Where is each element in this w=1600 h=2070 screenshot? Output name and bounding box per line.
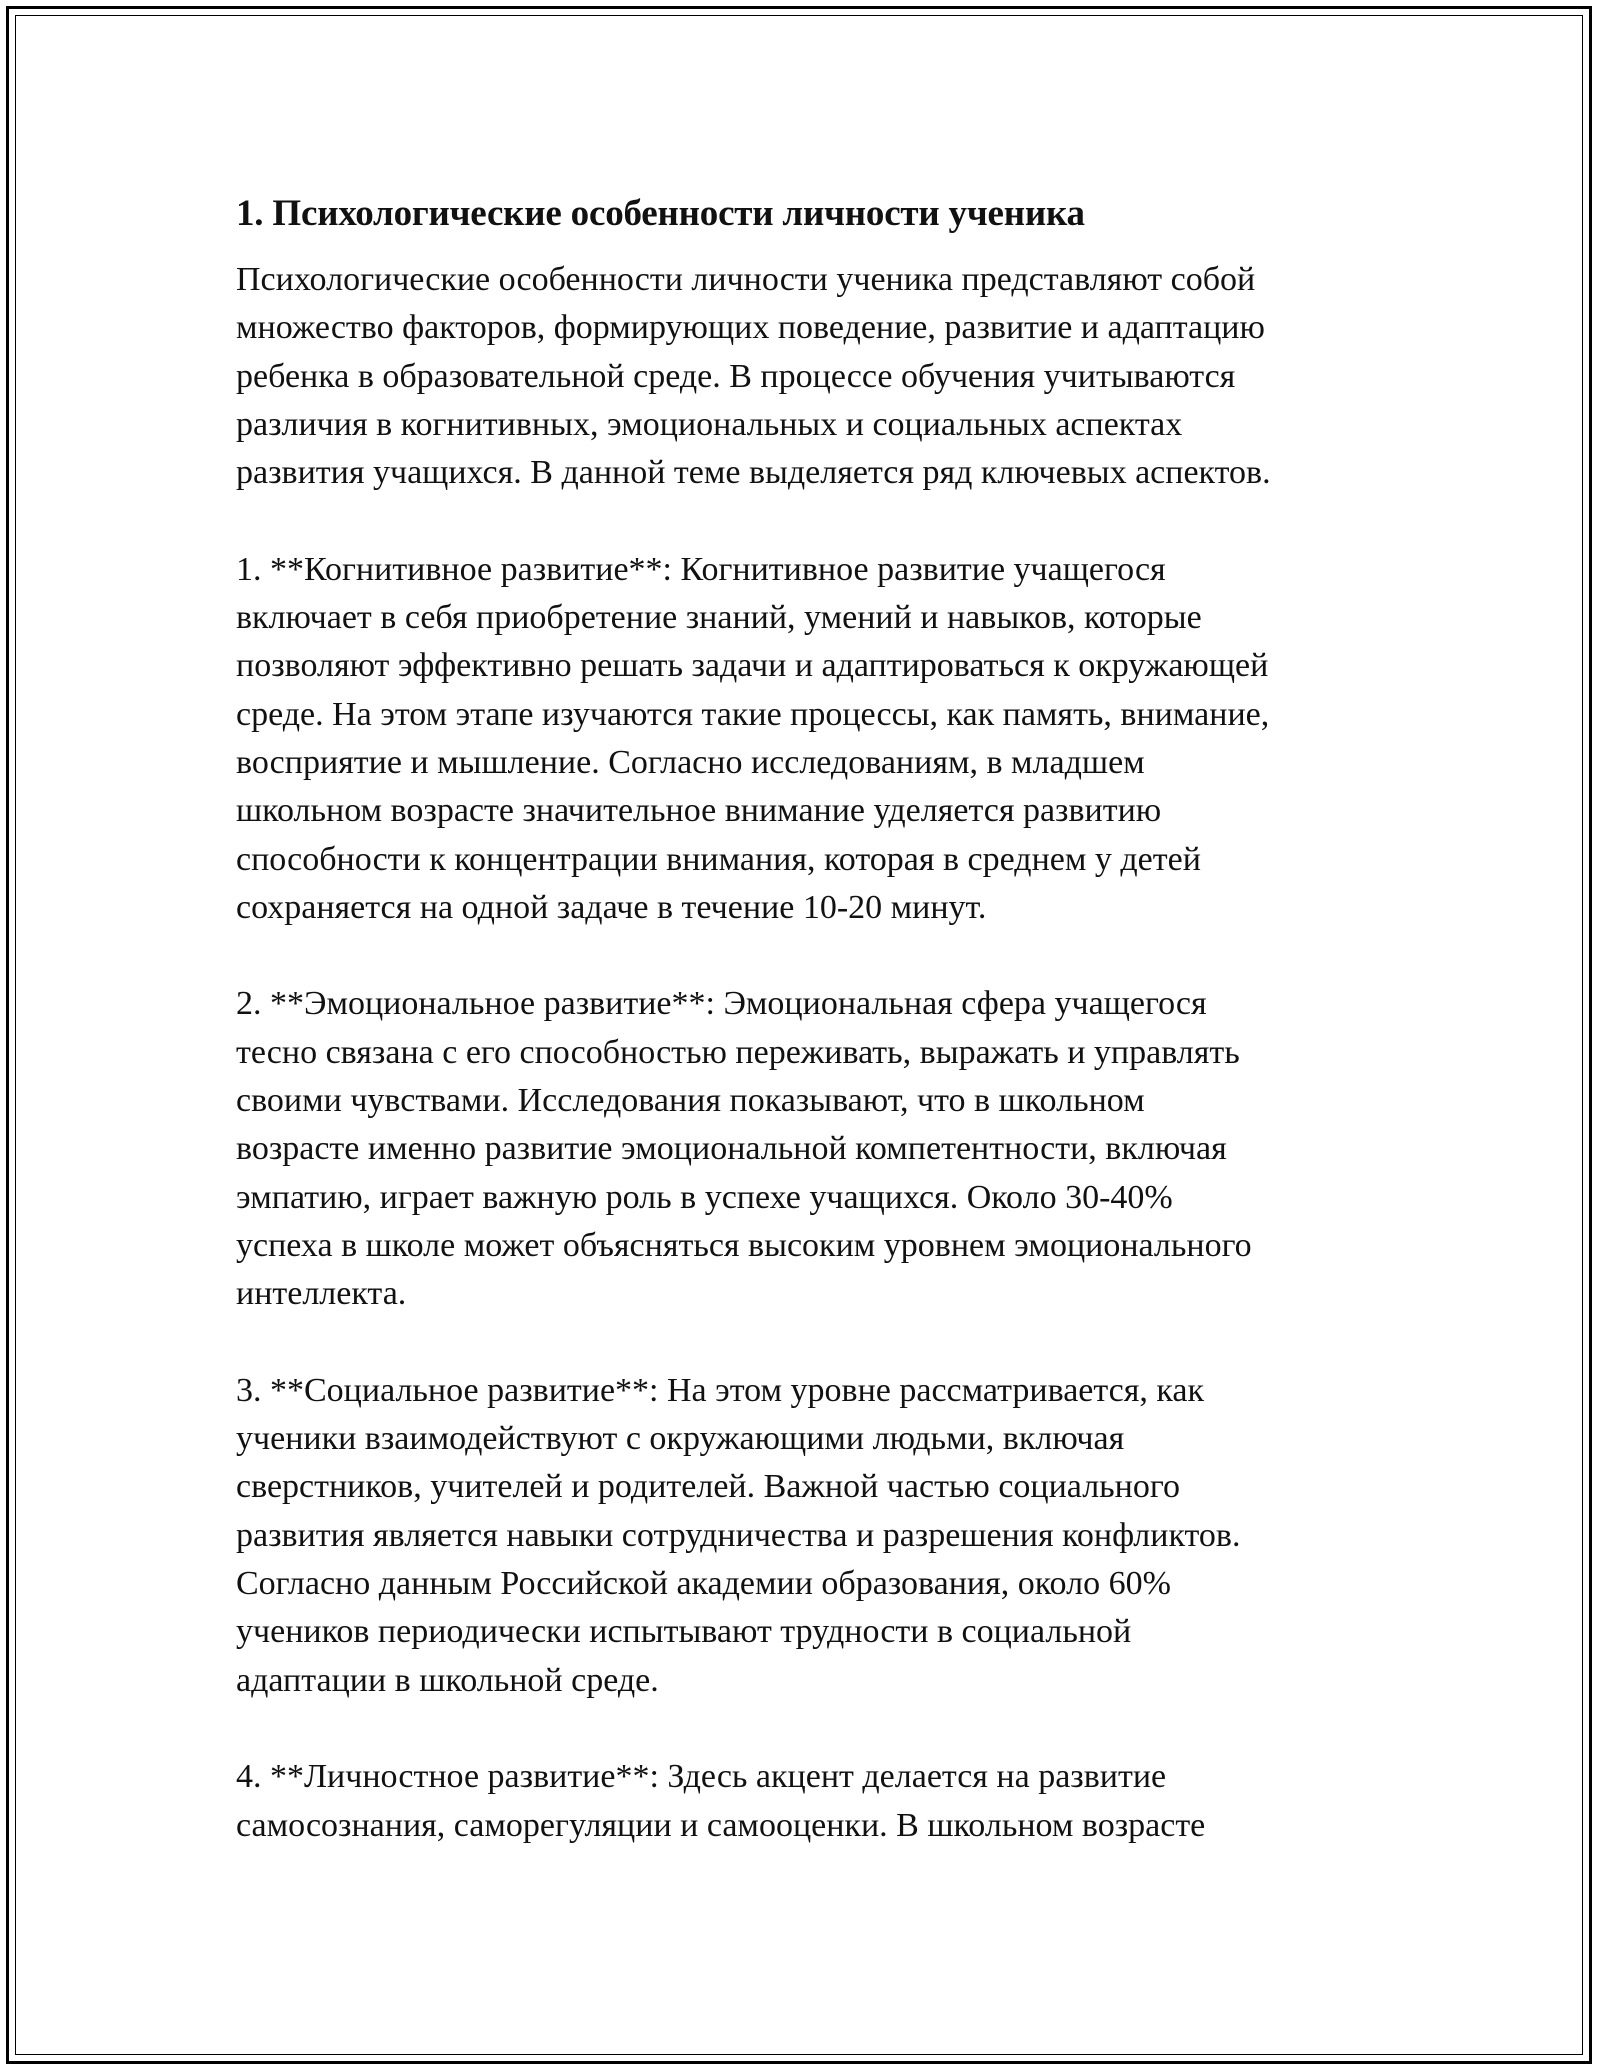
emotional-development-paragraph: 2. **Эмоциональное развитие**: Эмоциональная сфера учащегося тесно связана с его способностью переживать, выражать и управлять своими чувствами. Исследования показывают, что в школьном возрасте именно развитие эмоциональной компетентности, включая эмпатию, играет важную роль в успехе учащихся. Около 30-40% успеха в школе может объясняться высоким уровнем эмоционального интеллекта. bbox=[236, 985, 1252, 1313]
document-page bbox=[236, 186, 1366, 1850]
intro-paragraph: Психологические особенности личности ученика представляют собой множество факторов, формирующих поведение, развитие и адаптацию ребенка в образовательной среде. В процессе обучения учитываются различия в когнитивных, эмоциональных и социальных аспектах развития учащихся. В данной теме выделяется ряд ключевых аспектов. bbox=[236, 261, 1271, 492]
cognitive-development-paragraph: 1. **Когнитивное развитие**: Когнитивное развитие учащегося включает в себя приобретение знаний, умений и навыков, которые позволяют эффективно решать задачи и адаптироваться к окружающей среде. На этом этапе изучаются такие процессы, как память, внимание, восприятие и мышление. Согласно исследованиям, в младшем школьном возрасте значительное внимание уделяется развитию способности к концентрации внимания, которая в среднем у детей сохраняется на одной задаче в течение 10-20 минут. bbox=[236, 550, 1270, 926]
personal-development-paragraph: 4. **Личностное развитие**: Здесь акцент делается на развитие самосознания, саморегуляции и самооценки. В школьном возрасте bbox=[236, 1758, 1206, 1844]
section-title: 1. Психологические особенности личности ученика bbox=[236, 193, 1085, 234]
social-development-paragraph: 3. **Социальное развитие**: На этом уровне рассматривается, как ученики взаимодействуют с окружающими людьми, включая сверстников, учителей и родителей. Важной частью социального развития является навыки сотрудничества и разрешения конфликтов. Согласно данным Российской академии образования, около 60% учеников периодически испытывают трудности в социальной адаптации в школьной среде. bbox=[236, 1371, 1241, 1699]
